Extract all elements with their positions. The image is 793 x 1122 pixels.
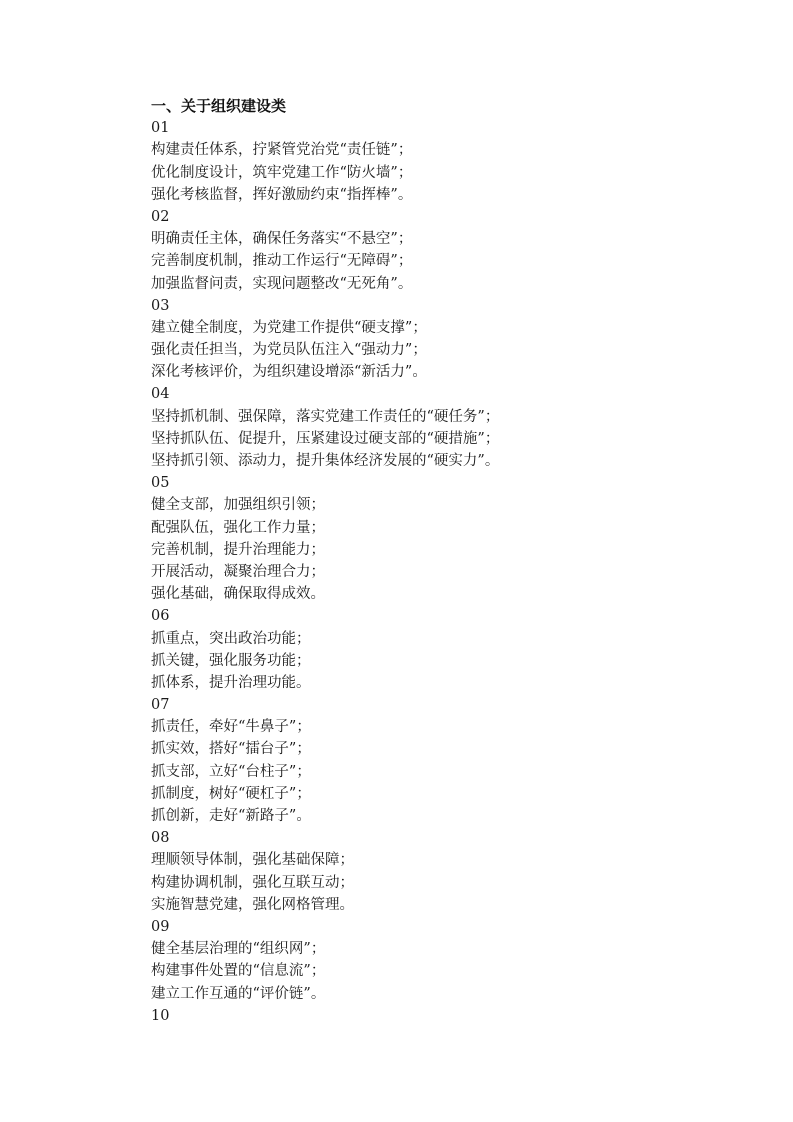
text-line: 实施智慧党建，强化网格管理。: [151, 896, 354, 913]
text-line: 抓支部，立好“台柱子”；: [151, 763, 311, 780]
text-line: 理顺领导体制，强化基础保障；: [151, 852, 354, 869]
section-08: [151, 827, 751, 916]
section-number: 04: [151, 386, 170, 403]
text-line: 构建事件处置的“信息流”；: [151, 963, 326, 980]
section-07: [151, 694, 751, 827]
text-line: 坚持抓机制、强保障，落实党建工作责任的“硬任务”；: [151, 408, 500, 425]
section-number: 02: [151, 208, 170, 225]
text-line: 抓关键，强化服务功能；: [151, 652, 311, 669]
section-10: [151, 1005, 751, 1027]
section-04: [151, 383, 751, 472]
text-line: 抓责任，牵好“牛鼻子”；: [151, 719, 311, 736]
section-number: 03: [151, 297, 170, 314]
text-line: 完善制度机制，推动工作运行“无障碍”；: [151, 253, 413, 270]
section-09: [151, 916, 751, 1005]
document-body: [151, 95, 751, 1027]
text-line: 强化责任担当，为党员队伍注入“强动力”；: [151, 342, 427, 359]
text-line: 配强队伍，强化工作力量；: [151, 519, 325, 536]
text-line: 优化制度设计，筑牢党建工作“防火墙”；: [151, 164, 413, 181]
text-line: 坚持抓队伍、促提升，压紧建设过硬支部的“硬措施”；: [151, 430, 500, 447]
text-line: 强化基础，确保取得成效。: [151, 586, 325, 603]
text-line: 构建协调机制，强化互联互动；: [151, 874, 354, 891]
section-02: [151, 206, 751, 295]
text-line: 坚持抓引领、添动力，提升集体经济发展的“硬实力”。: [151, 453, 500, 469]
text-line: 健全基层治理的“组织网”；: [151, 941, 326, 958]
text-line: 抓重点，突出政治功能；: [151, 630, 311, 647]
section-heading: 一、关于组织建设类: [151, 97, 287, 115]
text-line: 构建责任体系，拧紧管党治党“责任链”；: [151, 142, 413, 159]
text-line: 抓体系，提升治理功能。: [151, 674, 311, 691]
section-number: 05: [151, 475, 170, 492]
section-01: [151, 117, 751, 206]
text-line: 开展活动，凝聚治理合力；: [151, 563, 325, 580]
section-list: [151, 117, 751, 1027]
section-06: [151, 605, 751, 694]
text-line: 抓制度，树好“硬杠子”；: [151, 785, 311, 802]
text-line: 抓实效，搭好“擂台子”；: [151, 741, 311, 758]
text-line: 完善机制，提升治理能力；: [151, 541, 325, 558]
section-03: [151, 295, 751, 384]
text-line: 深化考核评价，为组织建设增添“新活力”。: [151, 364, 427, 381]
text-line: 建立健全制度，为党建工作提供“硬支撑”；: [151, 319, 427, 336]
section-05: [151, 472, 751, 605]
text-line: 加强监督问责，实现问题整改“无死角”。: [151, 275, 413, 292]
section-number: 07: [151, 697, 170, 714]
section-number: 09: [151, 918, 170, 935]
text-line: 抓创新，走好“新路子”。: [151, 808, 311, 824]
text-line: 健全支部，加强组织引领；: [151, 497, 325, 514]
text-line: 建立工作互通的“评价链”。: [151, 985, 326, 1002]
section-number: 01: [151, 120, 170, 137]
section-number: 10: [151, 1007, 170, 1024]
text-line: 强化考核监督，挥好激励约束“指挥棒”。: [151, 186, 413, 203]
text-line: 明确责任主体，确保任务落实“不悬空”；: [151, 231, 413, 248]
section-number: 06: [151, 608, 170, 625]
section-number: 08: [151, 830, 170, 847]
